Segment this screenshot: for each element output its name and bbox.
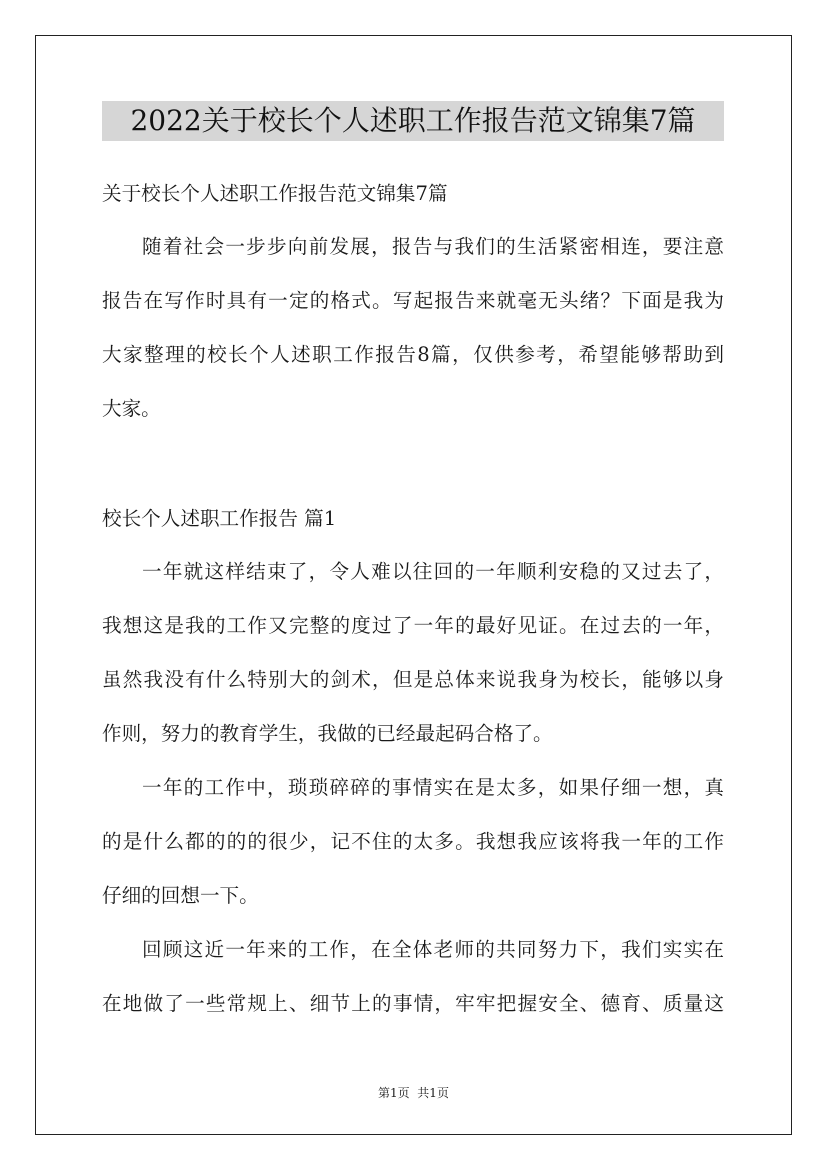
paragraph-line: 一年就这样结束了，令人难以往回的一年顺利安稳的又过去了， [142,560,724,583]
paragraph-line: 回顾这近一年来的工作，在全体老师的共同努力下，我们实实在 [142,938,724,961]
paragraph-line: 的是什么都的的的很少，记不住的太多。我想我应该将我一年的工作 [102,830,724,853]
document-subtitle: 关于校长个人述职工作报告范文锦集7篇 [102,182,448,205]
intro-line: 报告在写作时具有一定的格式。写起报告来就毫无头绪？下面是我为 [102,289,724,312]
paragraph-line: 作则，努力的教育学生，我做的已经最起码合格了。 [102,722,553,745]
section-heading: 校长个人述职工作报告 篇1 [102,507,337,530]
page-footer: 第1页 共1页 [378,1086,449,1100]
intro-line: 大家整理的校长个人述职工作报告8篇，仅供参考，希望能够帮助到 [102,343,724,366]
paragraph-line: 仔细的回想一下。 [102,884,259,907]
intro-line: 随着社会一步步向前发展，报告与我们的生活紧密相连，要注意 [142,235,724,258]
intro-line: 大家。 [102,397,161,420]
document-title: 2022关于校长个人述职工作报告范文锦集7篇 [102,101,724,141]
paragraph-line: 我想这是我的工作又完整的度过了一年的最好见证。在过去的一年， [102,614,724,637]
paragraph-line: 一年的工作中，琐琐碎碎的事情实在是太多，如果仔细一想，真 [142,776,724,799]
paragraph-line: 在地做了一些常规上、细节上的事情，牢牢把握安全、德育、质量这 [102,992,724,1015]
paragraph-line: 虽然我没有什么特别大的剑术，但是总体来说我身为校长，能够以身 [102,668,724,691]
